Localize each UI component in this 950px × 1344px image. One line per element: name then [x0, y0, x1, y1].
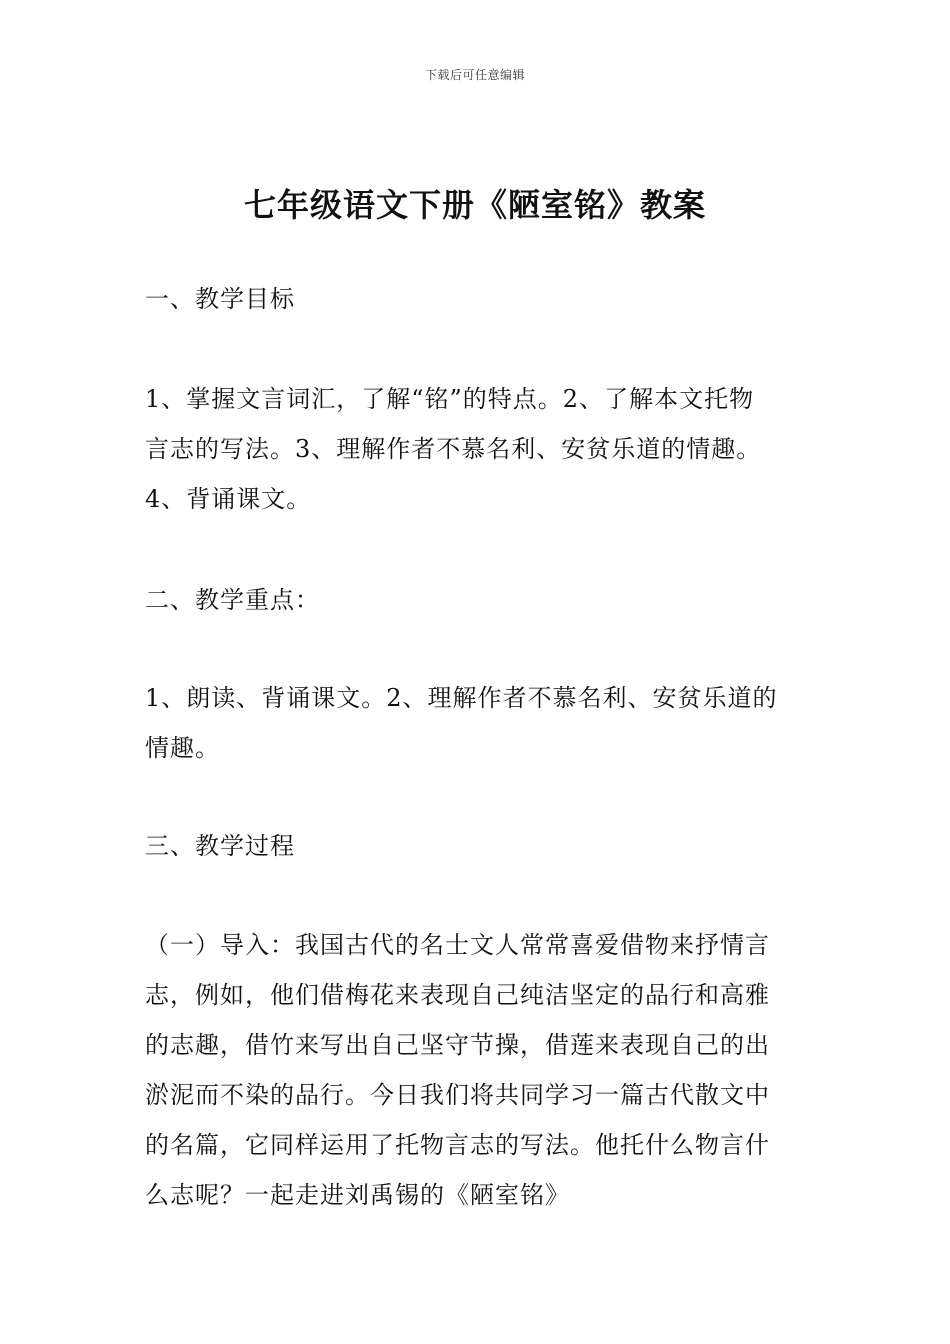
- paragraph-line: 的名篇，它同样运用了托物言志的写法。他托什么物言什: [145, 1131, 770, 1159]
- section-body-process: [145, 920, 825, 1220]
- paragraph-line: 4、背诵课文。: [145, 485, 312, 513]
- paragraph-line: 淤泥而不染的品行。今日我们将共同学习一篇古代散文中: [145, 1081, 770, 1109]
- section-body-objectives: [145, 374, 825, 524]
- paragraph-line: 志，例如，他们借梅花来表现自己纯洁坚定的品行和高雅: [145, 981, 770, 1009]
- section-body-key-points: [145, 673, 825, 773]
- section-heading-text: 二、教学重点：: [145, 586, 320, 614]
- paragraph-line: 的志趣，借竹来写出自己坚守节操，借莲来表现自己的出: [145, 1031, 770, 1059]
- paragraph-line: 么志呢？一起走进刘禹锡的《陋室铭》: [145, 1181, 570, 1209]
- section-heading-process: [145, 821, 825, 871]
- section-heading-text: 三、教学过程: [145, 832, 295, 860]
- section-heading-objectives: [145, 274, 825, 324]
- paragraph-line: 1、掌握文言词汇，了解“铭”的特点。2、了解本文托物: [145, 385, 755, 413]
- paragraph-line: 1、朗读、背诵课文。2、理解作者不慕名利、安贫乐道的: [145, 684, 778, 712]
- section-heading-key-points: [145, 575, 825, 625]
- paragraph-line: （一）导入：我国古代的名士文人常常喜爱借物来抒情言: [145, 931, 770, 959]
- header-note: 下载后可任意编辑: [424, 68, 525, 82]
- paragraph-line: 言志的写法。3、理解作者不慕名利、安贫乐道的情趣。: [145, 435, 762, 463]
- document-title: 七年级语文下册《陋室铭》教案: [243, 186, 706, 224]
- paragraph-line: 情趣。: [145, 734, 220, 762]
- section-heading-text: 一、教学目标: [145, 285, 295, 313]
